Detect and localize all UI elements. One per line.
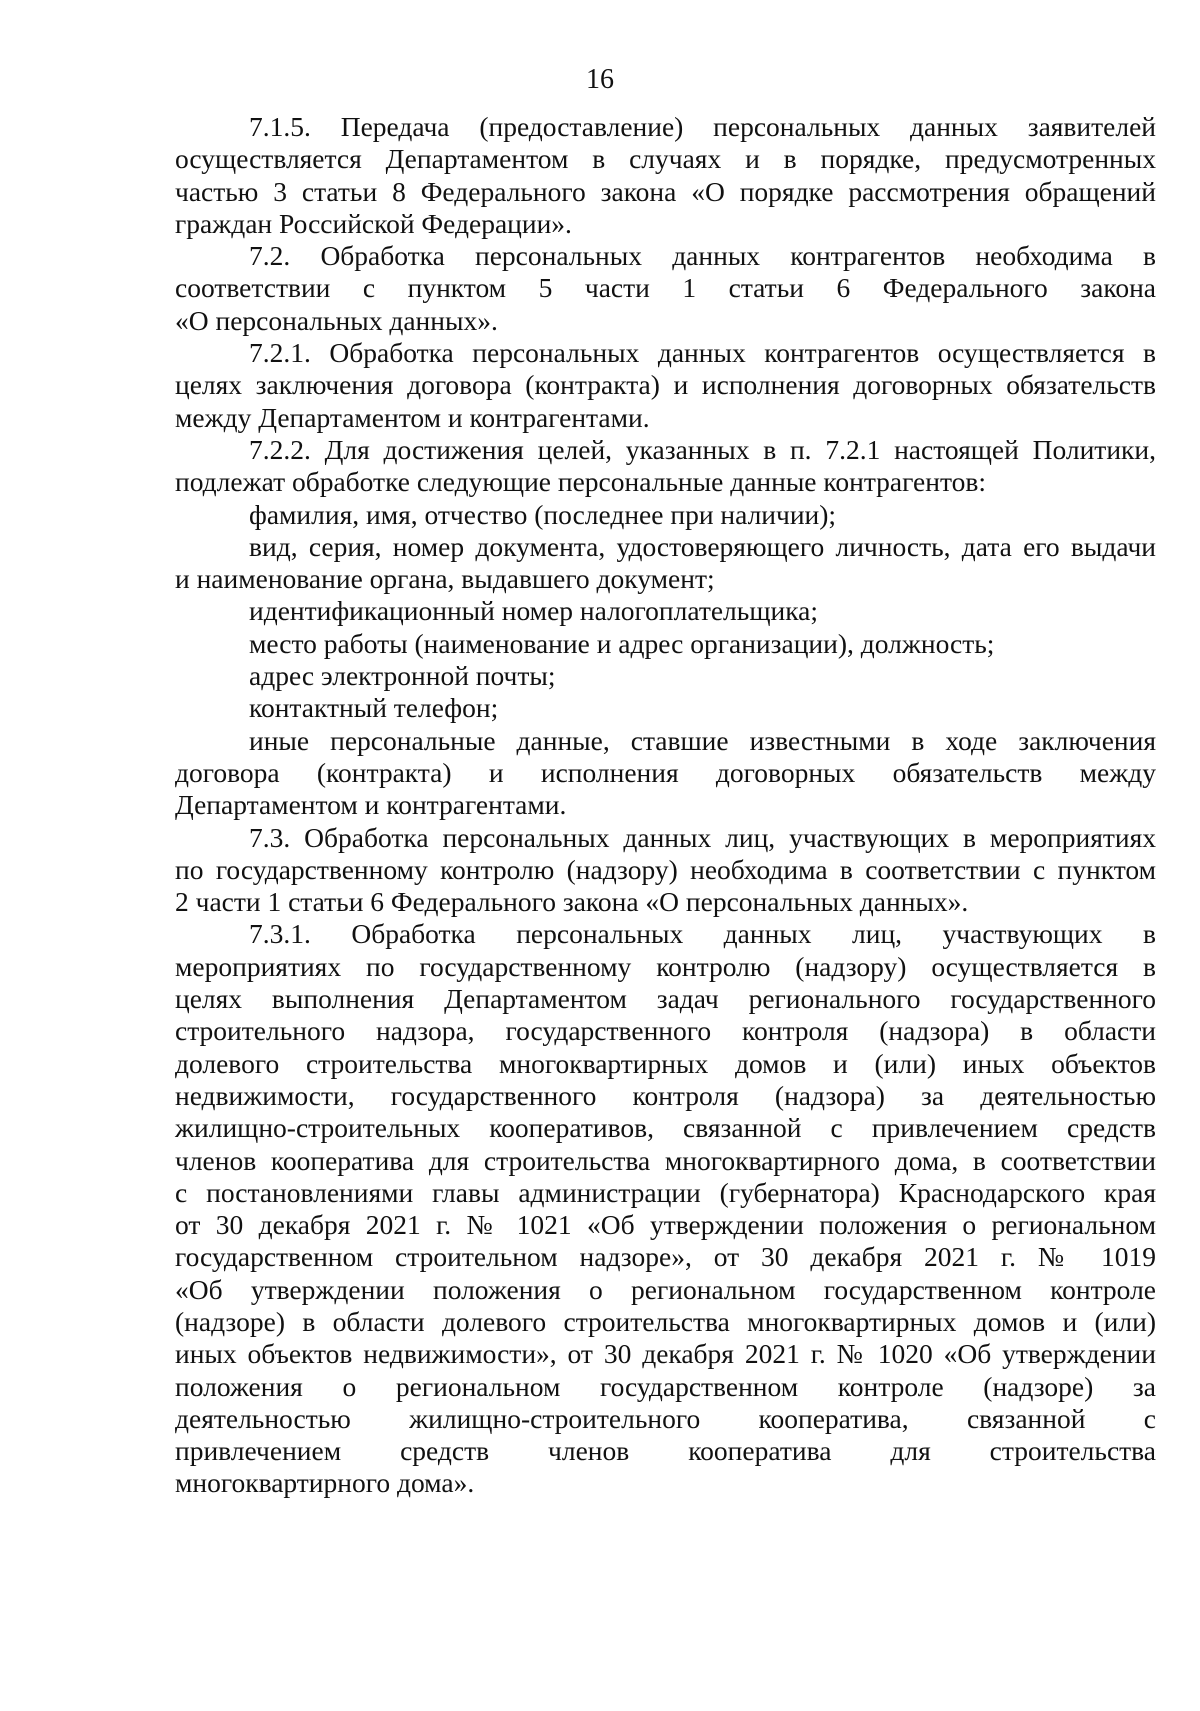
text-line: строительного надзора, государственного контроля (надзора) в области xyxy=(175,1015,1156,1047)
text-line: целях заключения договора (контракта) и исполнения договорных обязательств xyxy=(175,369,1156,401)
text-line: жилищно-строительных кооперативов, связанной с привлечением средств xyxy=(175,1112,1156,1144)
text-line: положения о региональном государственном контроле (надзоре) за xyxy=(175,1370,1156,1402)
paragraph-p-7-3 xyxy=(175,822,1156,919)
text-line: договора (контракта) и исполнения договорных обязательств между xyxy=(175,756,1156,788)
text-line: соответствии с пунктом 5 части 1 статьи 6 Федерального закона xyxy=(175,272,1156,304)
paragraph-p-list-3 xyxy=(175,595,1156,627)
text-line: деятельностью жилищно-строительного кооператива, связанной с xyxy=(175,1402,1156,1434)
text-line: 7.2. Обработка персональных данных контрагентов необходима в xyxy=(249,240,1156,272)
text-line: иные персональные данные, ставшие известными в ходе заключения xyxy=(249,724,1156,756)
text-line: контактный телефон; xyxy=(249,692,499,724)
text-line: граждан Российской Федерации». xyxy=(175,207,572,239)
text-line: Департаментом и контрагентами. xyxy=(175,789,567,821)
paragraph-p-list-5 xyxy=(175,660,1156,692)
text-line: 7.1.5. Передача (предоставление) персональных данных заявителей xyxy=(249,111,1156,142)
text-line: иных объектов недвижимости», от 30 декабря 2021 г. № 1020 «Об утверждении xyxy=(175,1338,1156,1370)
text-line: от 30 декабря 2021 г. № 1021 «Об утверждении положения о региональном xyxy=(175,1209,1156,1241)
paragraph-p-list-6 xyxy=(175,692,1156,724)
text-line: (надзоре) в области долевого строительства многоквартирных домов и (или) xyxy=(175,1305,1156,1337)
text-line: с постановлениями главы администрации (губернатора) Краснодарского края xyxy=(175,1176,1156,1208)
text-line: место работы (наименование и адрес организации), должность; xyxy=(249,627,995,659)
document-body xyxy=(175,111,1156,1500)
text-line: «Об утверждении положения о региональном государственном контроле xyxy=(175,1273,1156,1305)
text-line: вид, серия, номер документа, удостоверяющего личность, дата его выдачи xyxy=(249,530,1156,562)
text-line: 7.3. Обработка персональных данных лиц, участвующих в мероприятиях xyxy=(249,821,1156,853)
paragraph-p-list-1 xyxy=(175,499,1156,531)
text-line: и наименование органа, выдавшего документ; xyxy=(175,563,715,595)
text-line: долевого строительства многоквартирных домов и (или) иных объектов xyxy=(175,1047,1156,1079)
page-number: 16 xyxy=(586,64,614,95)
text-line: адрес электронной почты; xyxy=(249,660,556,692)
text-line: членов кооператива для строительства многоквартирного дома, в соответствии xyxy=(175,1144,1156,1176)
text-line: мероприятиях по государственному контролю (надзору) осуществляется в xyxy=(175,950,1156,982)
text-line: между Департаментом и контрагентами. xyxy=(175,401,650,433)
text-line: по государственному контролю (надзору) необходима в соответствии с пунктом xyxy=(175,853,1156,885)
text-line: многоквартирного дома». xyxy=(175,1467,475,1499)
text-line: идентификационный номер налогоплательщика; xyxy=(249,595,819,627)
text-line: 7.3.1. Обработка персональных данных лиц, участвующих в xyxy=(249,918,1156,950)
text-line: привлечением средств членов кооператива для строительства xyxy=(175,1435,1156,1467)
paragraph-p-7-2-1 xyxy=(175,337,1156,434)
text-line: 7.2.2. Для достижения целей, указанных в п. 7.2.1 настоящей Политики, xyxy=(249,433,1156,465)
paragraph-p-list-2 xyxy=(175,531,1156,596)
text-line: подлежат обработке следующие персональные данные контрагентов: xyxy=(175,466,986,498)
text-line: 2 части 1 статьи 6 Федерального закона «О персональных данных». xyxy=(175,886,969,918)
paragraph-p-7-2-2 xyxy=(175,434,1156,499)
paragraph-p-7-1-5 xyxy=(175,111,1156,240)
paragraph-p-7-3-1 xyxy=(175,918,1156,1499)
paragraph-p-7-2 xyxy=(175,240,1156,337)
text-line: государственном строительном надзоре», от 30 декабря 2021 г. № 1019 xyxy=(175,1241,1156,1273)
text-line: «О персональных данных». xyxy=(175,304,498,336)
text-line: частью 3 статьи 8 Федерального закона «О порядке рассмотрения обращений xyxy=(175,175,1156,207)
text-line: осуществляется Департаментом в случаях и в порядке, предусмотренных xyxy=(175,143,1156,175)
text-line: целях выполнения Департаментом задач регионального государственного xyxy=(175,983,1156,1015)
text-line: 7.2.1. Обработка персональных данных контрагентов осуществляется в xyxy=(249,337,1156,369)
paragraph-p-list-7 xyxy=(175,725,1156,822)
paragraph-p-list-4 xyxy=(175,628,1156,660)
text-line: недвижимости, государственного контроля (надзора) за деятельностью xyxy=(175,1079,1156,1111)
text-line: фамилия, имя, отчество (последнее при наличии); xyxy=(249,498,837,530)
